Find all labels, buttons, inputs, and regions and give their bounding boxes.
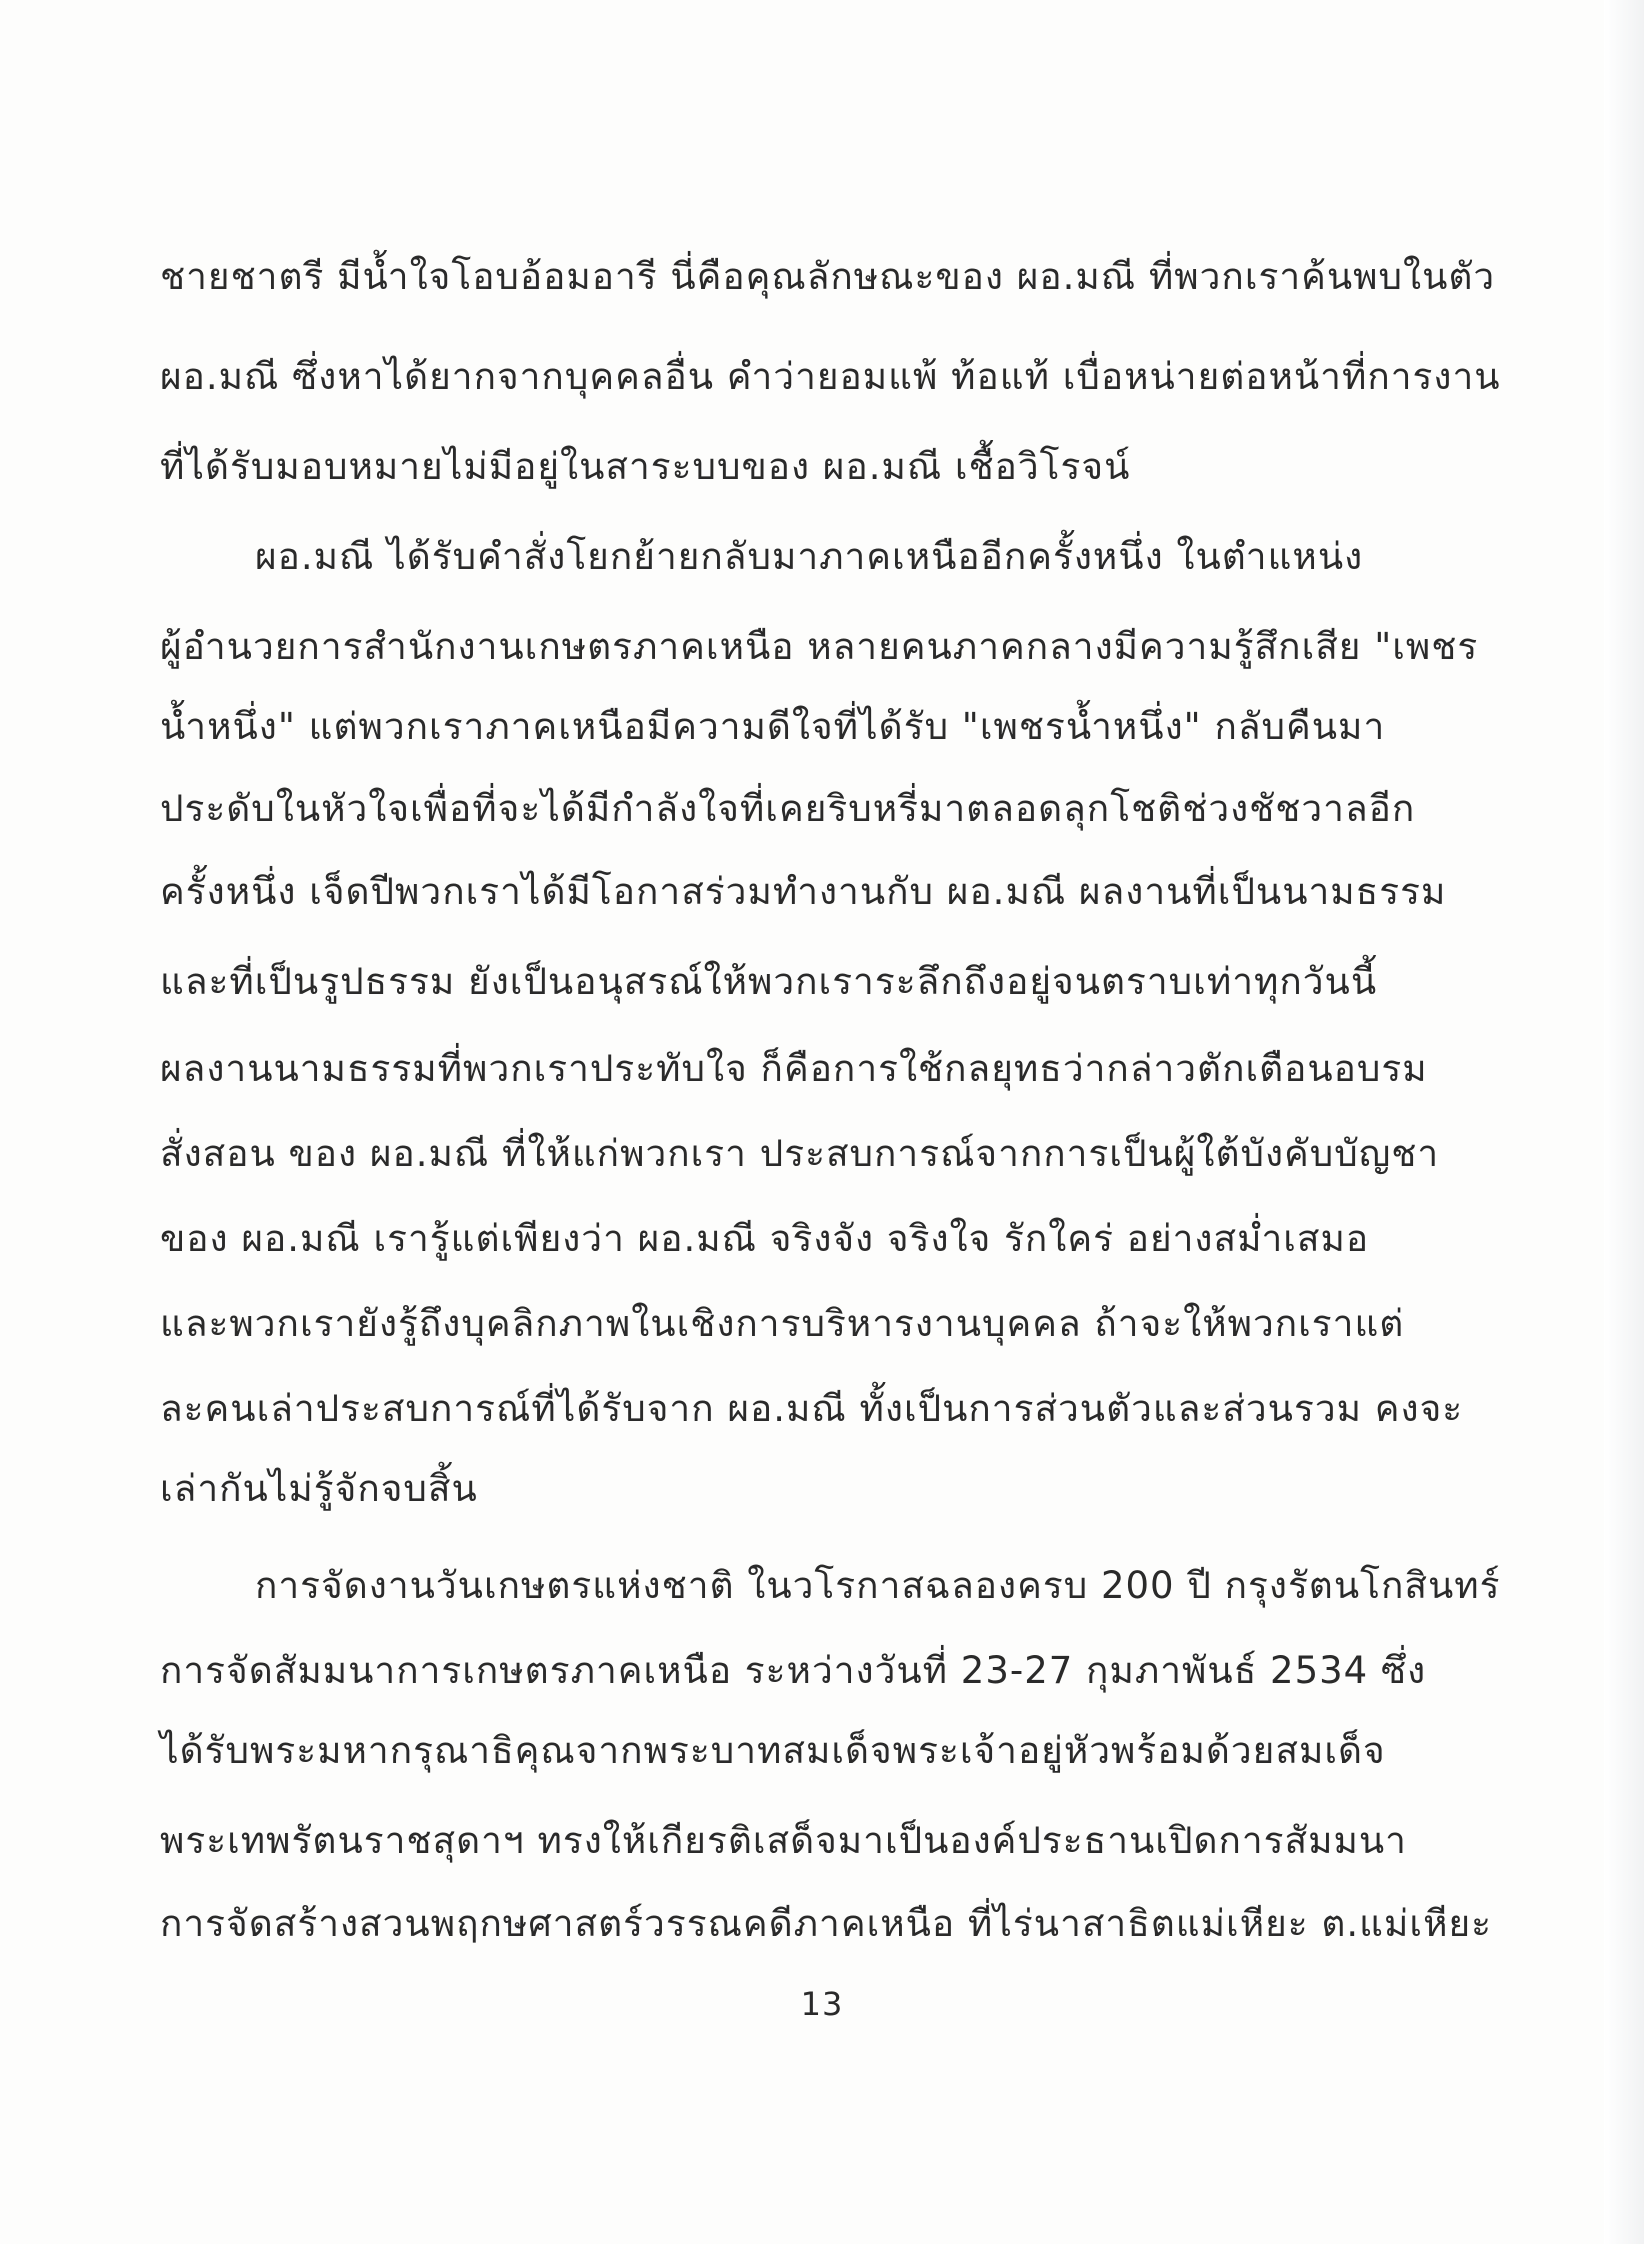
text-line: ผลงานนามธรรมที่พวกเราประทับใจ ก็คือการใช้กลยุทธว่ากล่าวตักเตือนอบรม — [160, 1047, 1428, 1090]
text-line: ครั้งหนึ่ง เจ็ดปีพวกเราได้มีโอกาสร่วมทำงานกับ ผอ.มณี ผลงานที่เป็นนามธรรม — [160, 870, 1447, 913]
text-line: การจัดสร้างสวนพฤกษศาสตร์วรรณคดีภาคเหนือ ที่ไร่นาสาธิตแม่เหียะ ต.แม่เหียะ — [160, 1902, 1493, 1945]
text-line: พระเทพรัตนราชสุดาฯ ทรงให้เกียรติเสด็จมาเป็นองค์ประธานเปิดการสัมมนา — [160, 1819, 1407, 1862]
text-line: สั่งสอน ของ ผอ.มณี ที่ให้แก่พวกเรา ประสบการณ์จากการเป็นผู้ใต้บังคับบัญชา — [160, 1132, 1440, 1175]
text-line: ประดับในหัวใจเพื่อที่จะได้มีกำลังใจที่เคยริบหรี่มาตลอดลุกโชติช่วงชัชวาลอีก — [160, 787, 1416, 830]
text-line: ชายชาตรี มีน้ำใจโอบอ้อมอารี นี่คือคุณลักษณะของ ผอ.มณี ที่พวกเราค้นพบในตัว — [160, 255, 1496, 298]
text-line: น้ำหนึ่ง" แต่พวกเราภาคเหนือมีความดีใจที่ได้รับ "เพชรน้ำหนึ่ง" กลับคืนมา — [160, 705, 1386, 748]
text-line: ของ ผอ.มณี เรารู้แต่เพียงว่า ผอ.มณี จริงจัง จริงใจ รักใคร่ อย่างสม่ำเสมอ — [160, 1217, 1370, 1260]
text-line: ผอ.มณี ซึ่งหาได้ยากจากบุคคลอื่น คำว่ายอมแพ้ ท้อแท้ เบื่อหน่ายต่อหน้าที่การงาน — [160, 355, 1501, 398]
text-line: และที่เป็นรูปธรรม ยังเป็นอนุสรณ์ให้พวกเราระลึกถึงอยู่จนตราบเท่าทุกวันนี้ — [160, 960, 1378, 1003]
text-line: ได้รับพระมหากรุณาธิคุณจากพระบาทสมเด็จพระเจ้าอยู่หัวพร้อมด้วยสมเด็จ — [160, 1729, 1386, 1772]
page-number: 13 — [800, 1985, 844, 2023]
text-line: เล่ากันไม่รู้จักจบสิ้น — [160, 1467, 478, 1510]
text-line: ที่ได้รับมอบหมายไม่มีอยู่ในสาระบบของ ผอ.มณี เชื้อวิโรจน์ — [160, 445, 1131, 488]
text-line: และพวกเรายังรู้ถึงบุคลิกภาพในเชิงการบริหารงานบุคคล ถ้าจะให้พวกเราแต่ — [160, 1302, 1405, 1345]
paragraph-start-line: การจัดงานวันเกษตรแห่งชาติ ในวโรกาสฉลองครบ 200 ปี กรุงรัตนโกสินทร์ — [255, 1564, 1501, 1607]
text-line: การจัดสัมมนาการเกษตรภาคเหนือ ระหว่างวันที่ 23-27 กุมภาพันธ์ 2534 ซึ่ง — [160, 1649, 1427, 1692]
text-line: ผู้อำนวยการสำนักงานเกษตรภาคเหนือ หลายคนภาคกลางมีความรู้สึกเสีย "เพชร — [160, 625, 1479, 668]
page-edge — [1604, 0, 1644, 2244]
text-line: ละคนเล่าประสบการณ์ที่ได้รับจาก ผอ.มณี ทั้งเป็นการส่วนตัวและส่วนรวม คงจะ — [160, 1387, 1464, 1430]
paragraph-start-line: ผอ.มณี ได้รับคำสั่งโยกย้ายกลับมาภาคเหนืออีกครั้งหนึ่ง ในตำแหน่ง — [255, 535, 1364, 578]
